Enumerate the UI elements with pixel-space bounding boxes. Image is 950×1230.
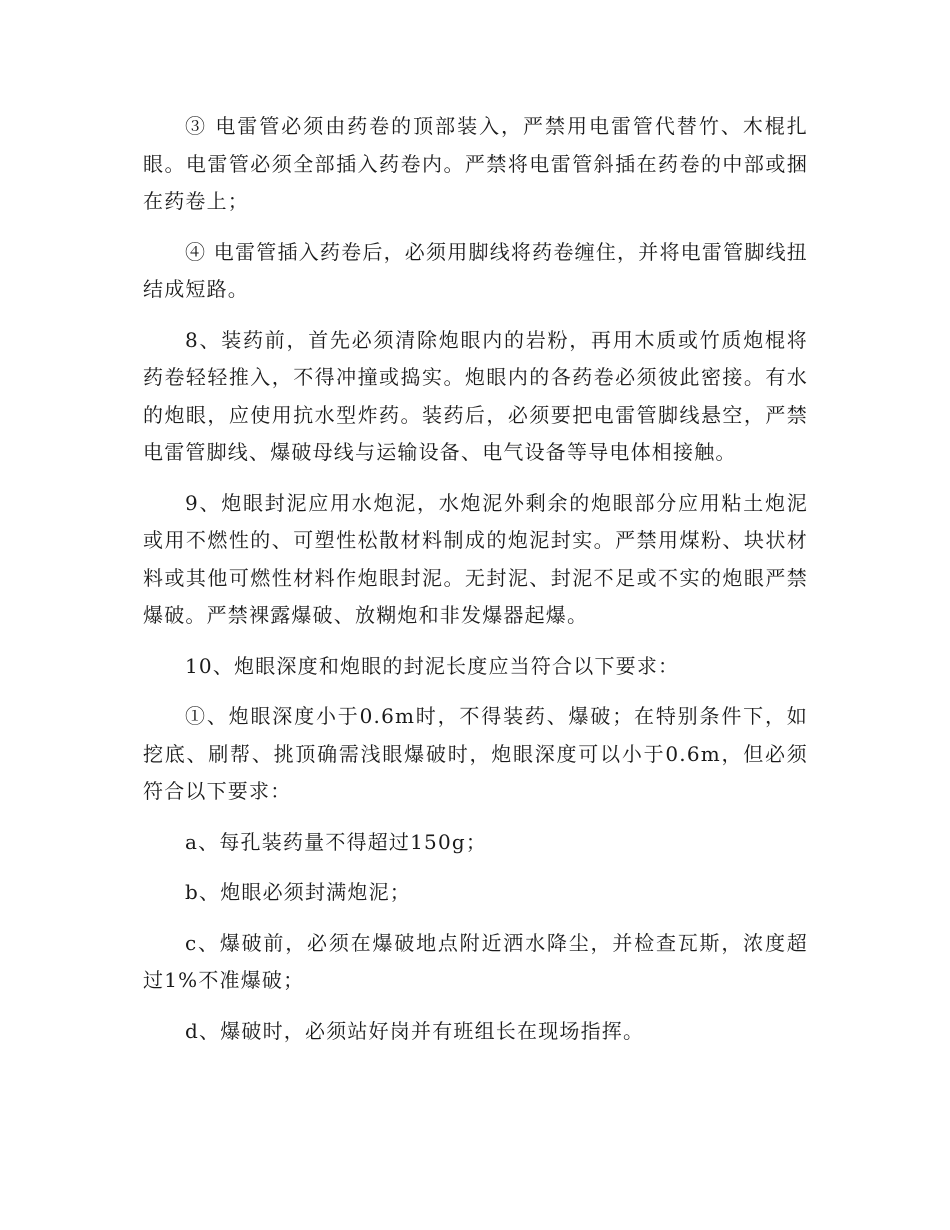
list-item-b: b、炮眼必须封满炮泥； xyxy=(185,880,412,904)
paragraph-leg-wire-short: ④ 电雷管插入药卷后，必须用脚线将药卷缠住，并将电雷管脚线扭结成短路。 xyxy=(143,239,808,301)
paragraph-hole-depth-heading: 10、炮眼深度和炮眼的封泥长度应当符合以下要求： xyxy=(185,653,680,678)
paragraph-stemming: 9、炮眼封泥应用水炮泥，水炮泥外剩余的炮眼部分应用粘土炮泥或用不燃性的、可塑性松散材料制成的炮泥封实。严禁用煤粉、块状材料或其他可燃性材料作炮眼封泥。无封泥、封泥不足或不实的炮眼严禁爆破。严禁裸露爆破、放糊炮和非发爆器起爆。 xyxy=(143,490,808,627)
paragraph-shallow-hole: ①、炮眼深度小于0.6m时，不得装药、爆破；在特别条件下，如挖底、刷帮、挑顶确需浅眼爆破时，炮眼深度可以小于0.6m，但必须符合以下要求： xyxy=(143,704,808,803)
list-item-c: c、爆破前，必须在爆破地点附近洒水降尘，并检查瓦斯，浓度超过1%不准爆破； xyxy=(143,930,808,992)
list-item-a: a、每孔装药量不得超过150g； xyxy=(185,829,488,854)
paragraph-charging: 8、装药前，首先必须清除炮眼内的岩粉，再用木质或竹质炮棍将药卷轻轻推入，不得冲撞或捣实。炮眼内的各药卷必须彼此密接。有水的炮眼，应使用抗水型炸药。装药后，必须要把电雷管脚线悬空，严禁电雷管脚线、爆破母线与运输设备、电气设备等导电体相接触。 xyxy=(143,327,808,464)
paragraph-detonator-insertion: ③ 电雷管必须由药卷的顶部装入，严禁用电雷管代替竹、木棍扎眼。电雷管必须全部插入药卷内。严禁将电雷管斜插在药卷的中部或捆在药卷上； xyxy=(143,114,808,213)
document-body xyxy=(143,108,808,1063)
list-item-d: d、爆破时，必须站好岗并有班组长在现场指挥。 xyxy=(185,1018,645,1043)
